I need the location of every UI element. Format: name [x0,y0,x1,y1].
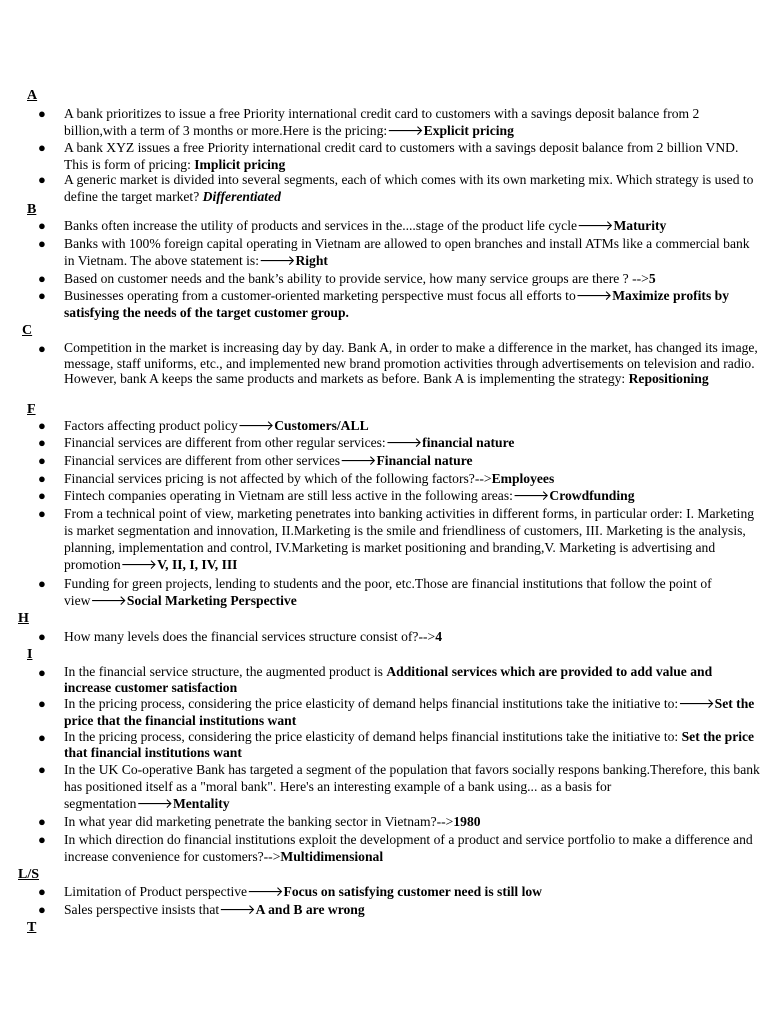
bullet-icon: ● [38,471,46,486]
answer-text: Customers/ALL [274,418,369,433]
answer-text: Financial nature [376,453,473,468]
bullet-icon: ● [38,814,46,829]
list-item [64,901,760,918]
list-item [64,487,760,504]
question-text: Financial services are different from other services🡒 [64,453,377,468]
answer-text: V, II, I, IV, III [157,557,238,572]
section-heading-f: F [27,402,36,417]
question-text: Factors affecting product policy🡒 [64,418,275,433]
list-item [64,831,760,865]
bullet-icon: ● [38,106,46,121]
answer-text: Focus on satisfying customer need is still low [283,884,542,899]
question-text: From a technical point of view, marketing penetrates into banking activities in different forms, in particular order: I. Marketing is market segmentation and innovation, II.Marketing is the smile and friendliness of customers, III. Marketing is the analysis, planning, implementation and control, IV.Marketing is market positioning and branding,V. Marketing is advertising and promotion🡒 [64,506,755,572]
section-heading-i: I [27,647,33,662]
answer-text: Explicit pricing [423,123,514,138]
answer-text: financial nature [422,435,515,450]
section-heading-t: T [27,920,37,935]
list-item [64,883,760,900]
bullet-icon: ● [38,453,46,468]
list-item [64,813,760,830]
answer-text: Differentiated [202,189,281,204]
bullet-icon: ● [38,576,46,591]
bullet-icon: ● [38,172,46,187]
list-item [64,761,760,812]
question-text: In the financial service structure, the augmented product is [64,664,387,679]
list-item [64,729,760,761]
list-item [64,695,760,729]
question-text: How many levels does the financial services structure consist of?--> [64,629,436,644]
bullet-icon: ● [38,218,46,233]
bullet-icon: ● [38,832,46,847]
answer-text: Employees [491,471,555,486]
answer-text: Mentality [172,796,230,811]
bullet-icon: ● [38,271,46,286]
list-item [64,235,760,269]
question-text: A bank prioritizes to issue a free Priority international credit card to customers with a savings deposit balance from 2 billion,with a term of 3 months or more.Here is the pricing:🡒 [64,106,700,138]
section-heading-a: A [27,88,38,103]
bullet-icon: ● [38,435,46,450]
question-text: Banks often increase the utility of products and services in the....stage of the product life cycle🡒 [64,218,614,233]
answer-text: Maturity [613,218,667,233]
answer-text: Additional services which are provided to add value and increase customer satisfaction [64,664,713,695]
list-item [64,664,760,696]
question-text: Sales perspective insists that🡒 [64,902,256,917]
question-text: In the pricing process, considering the price elasticity of demand helps financial institutions take the initiative to: [64,729,682,744]
bullet-icon: ● [38,418,46,433]
answer-text: Crowdfunding [549,488,635,503]
bullet-icon: ● [38,665,46,680]
list-item [64,470,760,487]
question-text: Financial services are different from other regular services:🡒 [64,435,423,450]
bullet-icon: ● [38,140,46,155]
bullet-icon: ● [38,902,46,917]
section-heading-h: H [18,611,29,626]
list-item [64,217,760,234]
bullet-icon: ● [38,341,46,356]
bullet-icon: ● [38,288,46,303]
question-text: A bank XYZ issues a free Priority international credit card to customers with a savings deposit balance from 2 billion VND. This is form of pricing: [64,140,739,172]
question-text: Fintech companies operating in Vietnam are still less active in the following areas:🡒 [64,488,550,503]
answer-text: 1980 [453,814,481,829]
answer-text: Set the price that the financial institutions want [64,696,755,728]
answer-text: Right [295,253,328,268]
list-item [64,287,760,321]
list-item [64,434,760,451]
list-item [64,171,760,205]
question-text: In the pricing process, considering the price elasticity of demand helps financial institutions take the initiative to:🡒 [64,696,715,711]
answer-text: 5 [648,271,656,286]
section-heading-c: C [22,323,33,338]
question-text: Limitation of Product perspective🡒 [64,884,284,899]
answer-text: Repositioning [628,371,709,386]
list-item [64,340,760,387]
answer-text: Set the price that financial institutions want [64,729,755,760]
question-text: In what year did marketing penetrate the banking sector in Vietnam?--> [64,814,454,829]
question-text: Competition in the market is increasing day by day. Bank A, in order to make a difference in the market, has changed its image, message, staff uniforms, etc., and implemented new brand promotion activities through advertisements on television and radio. However, bank A keeps the same products and markets as before. Bank A is implementing the strategy: [64,340,758,386]
list-item [64,505,760,573]
answer-text: Multidimensional [280,849,384,864]
list-item [64,417,760,434]
list-item [64,105,760,139]
answer-text: Implicit pricing [194,157,286,172]
bullet-icon: ● [38,730,46,745]
list-item [64,139,760,173]
bullet-icon: ● [38,884,46,899]
list-item [64,270,760,287]
list-item [64,628,760,645]
bullet-icon: ● [38,762,46,777]
answer-text: Maximize profits by satisfying the needs of the target customer group. [64,288,729,320]
answer-text: 4 [435,629,442,644]
bullet-icon: ● [38,629,46,644]
question-text: Based on customer needs and the bank’s ability to provide service, how many service groups are there ? --> [64,271,649,286]
list-item [64,575,760,609]
question-text: A generic market is divided into several segments, each of which comes with its own marketing mix. Which strategy is used to define the target market? [64,172,754,204]
section-heading-ls: L/S [18,867,40,882]
question-text: In which direction do financial institutions exploit the development of a product and service portfolio to make a difference and increase convenience for customers?--> [64,832,753,864]
bullet-icon: ● [38,696,46,711]
question-text: Funding for green projects, lending to students and the poor, etc.Those are financial institutions that follow the point of view🡒 [64,576,712,608]
question-text: In the UK Co-operative Bank has targeted a segment of the population that favors socially respons banking.Therefore, this bank has positioned itself as a "moral bank". Here's an interesting example of a bank using... as a basis for segmentation🡒 [64,762,760,811]
answer-text: Social Marketing Perspective [126,593,297,608]
question-text: Financial services pricing is not affected by which of the following factors?--> [64,471,492,486]
question-text: Banks with 100% foreign capital operating in Vietnam are allowed to open branches and install ATMs like a commercial bank in Vietnam. The above statement is:🡒 [64,236,750,268]
bullet-icon: ● [38,506,46,521]
bullet-icon: ● [38,488,46,503]
question-text: Businesses operating from a customer-oriented marketing perspective must focus all efforts to🡒 [64,288,613,303]
list-item [64,452,760,469]
bullet-icon: ● [38,236,46,251]
answer-text: A and B are wrong [255,902,365,917]
section-heading-b: B [27,202,37,217]
